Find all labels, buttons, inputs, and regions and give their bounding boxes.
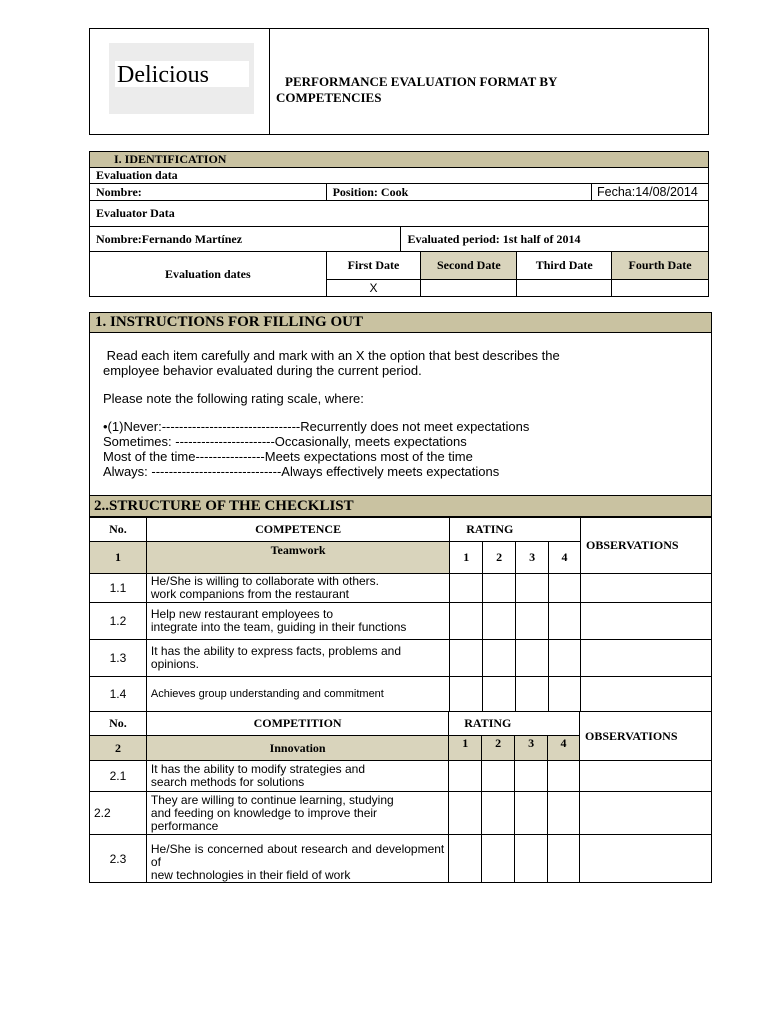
item-number: 1.2	[90, 603, 147, 640]
rating-header-1: 1	[449, 736, 482, 761]
competence-name: Teamwork	[146, 542, 449, 574]
company-logo	[109, 43, 254, 114]
rating-cell[interactable]	[482, 835, 515, 883]
identification-table	[89, 151, 709, 252]
position-field: Position: Cook	[326, 184, 591, 201]
rating-cell[interactable]	[515, 792, 548, 835]
observations-column-header: OBSERVATIONS	[580, 712, 712, 761]
rating-header-4: 4	[548, 736, 580, 761]
rating-cell[interactable]	[549, 574, 581, 603]
item-number: 2.1	[90, 761, 147, 792]
instructions-title: 1. INSTRUCTIONS FOR FILLING OUT	[90, 313, 711, 333]
fourth-date-header: Fourth Date	[612, 252, 709, 280]
rating-cell[interactable]	[449, 792, 482, 835]
rating-header-3: 3	[515, 736, 548, 761]
checklist-teamwork	[89, 517, 712, 712]
observations-column-header: OBSERVATIONS	[581, 518, 712, 574]
item-description: They are willing to continue learning, studying and feeding on knowledge to improve their performance	[146, 792, 448, 835]
rating-cell[interactable]	[516, 574, 549, 603]
evaluator-name-field: Nombre:Fernando Martínez	[90, 227, 401, 252]
second-date-mark[interactable]	[421, 280, 517, 297]
table-row	[90, 792, 712, 835]
first-date-header: First Date	[326, 252, 421, 280]
rating-scale-list	[103, 419, 663, 479]
employee-name-field: Nombre:	[90, 184, 327, 201]
rating-cell[interactable]	[548, 835, 580, 883]
observations-cell[interactable]	[580, 835, 712, 883]
instructions-paragraph: Read each item carefully and mark with an X the option that best describes the employee behavior evaluated during the current period.	[103, 348, 560, 378]
rating-cell[interactable]	[449, 761, 482, 792]
rating-cell[interactable]	[482, 761, 515, 792]
evaluation-dates-label: Evaluation dates	[90, 252, 327, 297]
rating-cell[interactable]	[483, 574, 516, 603]
logo-text: Delicious	[117, 62, 209, 88]
rating-header-2: 2	[483, 542, 516, 574]
table-row	[90, 835, 712, 883]
rating-cell[interactable]	[549, 603, 581, 640]
table-row	[90, 603, 712, 640]
scale-never: •(1)Never:--------------------------------Recurrently does not meet expectations	[103, 419, 530, 434]
item-description: Achieves group understanding and commitment	[146, 677, 449, 712]
observations-cell[interactable]	[580, 761, 712, 792]
evaluation-dates-table	[89, 251, 709, 297]
competence-number: 2	[90, 736, 147, 761]
rating-cell[interactable]	[549, 677, 581, 712]
item-description: Help new restaurant employees to integrate into the team, guiding in their functions	[146, 603, 449, 640]
competence-number: 1	[90, 542, 147, 574]
rating-cell[interactable]	[515, 835, 548, 883]
rating-cell[interactable]	[548, 761, 580, 792]
item-number: 2.3	[90, 835, 147, 883]
header-divider	[269, 29, 270, 134]
item-number: 1.3	[90, 640, 147, 677]
rating-header-4: 4	[549, 542, 581, 574]
evaluator-data-label: Evaluator Data	[90, 201, 709, 227]
table-row	[90, 574, 712, 603]
rating-cell[interactable]	[549, 640, 581, 677]
first-date-mark[interactable]: X	[326, 280, 421, 297]
item-number: 1.1	[90, 574, 147, 603]
document-title	[276, 74, 606, 106]
table-row	[90, 640, 712, 677]
rating-cell[interactable]	[482, 792, 515, 835]
rating-cell[interactable]	[483, 677, 516, 712]
rating-cell[interactable]	[516, 640, 549, 677]
date-field: Fecha:14/08/2014	[592, 184, 709, 201]
observations-cell[interactable]	[581, 677, 712, 712]
scale-most-of-the-time: Most of the time----------------Meets expectations most of the time	[103, 449, 473, 464]
title-line-2: COMPETENCIES	[276, 90, 382, 105]
second-date-header: Second Date	[421, 252, 517, 280]
rating-cell[interactable]	[450, 603, 483, 640]
observations-cell[interactable]	[581, 640, 712, 677]
table-row	[90, 677, 712, 712]
observations-cell[interactable]	[581, 603, 712, 640]
evaluated-period-field: Evaluated period: 1st half of 2014	[401, 227, 709, 252]
rating-cell[interactable]	[450, 677, 483, 712]
competition-column-header: COMPETITION	[146, 712, 448, 736]
observations-cell[interactable]	[580, 792, 712, 835]
rating-cell[interactable]	[449, 835, 482, 883]
structure-title: 2..STRUCTURE OF THE CHECKLIST	[89, 495, 712, 517]
rating-header-1: 1	[450, 542, 483, 574]
document-header	[89, 28, 709, 135]
rating-column-header: RATING	[449, 712, 580, 736]
item-description: It has the ability to modify strategies and search methods for solutions	[146, 761, 448, 792]
rating-header-3: 3	[516, 542, 549, 574]
rating-cell[interactable]	[483, 603, 516, 640]
rating-cell[interactable]	[515, 761, 548, 792]
rating-cell[interactable]	[516, 603, 549, 640]
rating-header-2: 2	[482, 736, 515, 761]
third-date-header: Third Date	[517, 252, 612, 280]
rating-cell[interactable]	[516, 677, 549, 712]
no-column-header: No.	[90, 712, 147, 736]
title-line-1: PERFORMANCE EVALUATION FORMAT BY	[285, 74, 558, 89]
identification-section-title: I. IDENTIFICATION	[90, 152, 709, 168]
competence-name: Innovation	[146, 736, 448, 761]
rating-cell[interactable]	[450, 640, 483, 677]
evaluation-data-label: Evaluation data	[90, 168, 709, 184]
no-column-header: No.	[90, 518, 147, 542]
item-number: 2.2	[90, 792, 147, 835]
item-description: It has the ability to express facts, problems and opinions.	[146, 640, 449, 677]
item-number: 1.4	[90, 677, 147, 712]
rating-scale-note: Please note the following rating scale, where:	[103, 391, 364, 406]
item-description: He/She is willing to collaborate with others. work companions from the restaurant	[146, 574, 449, 603]
instructions-section	[89, 312, 712, 496]
scale-sometimes: Sometimes: -----------------------Occasionally, meets expectations	[103, 434, 467, 449]
rating-cell[interactable]	[548, 792, 580, 835]
fourth-date-mark[interactable]	[612, 280, 709, 297]
competence-column-header: COMPETENCE	[146, 518, 449, 542]
rating-cell[interactable]	[483, 640, 516, 677]
scale-always: Always: ------------------------------Always effectively meets expectations	[103, 464, 500, 479]
observations-cell[interactable]	[581, 574, 712, 603]
item-description: He/She is concerned about research and development of new technologies in their field of work	[146, 835, 448, 883]
table-row	[90, 761, 712, 792]
third-date-mark[interactable]	[517, 280, 612, 297]
rating-cell[interactable]	[450, 574, 483, 603]
checklist-innovation	[89, 711, 712, 883]
rating-column-header: RATING	[450, 518, 581, 542]
